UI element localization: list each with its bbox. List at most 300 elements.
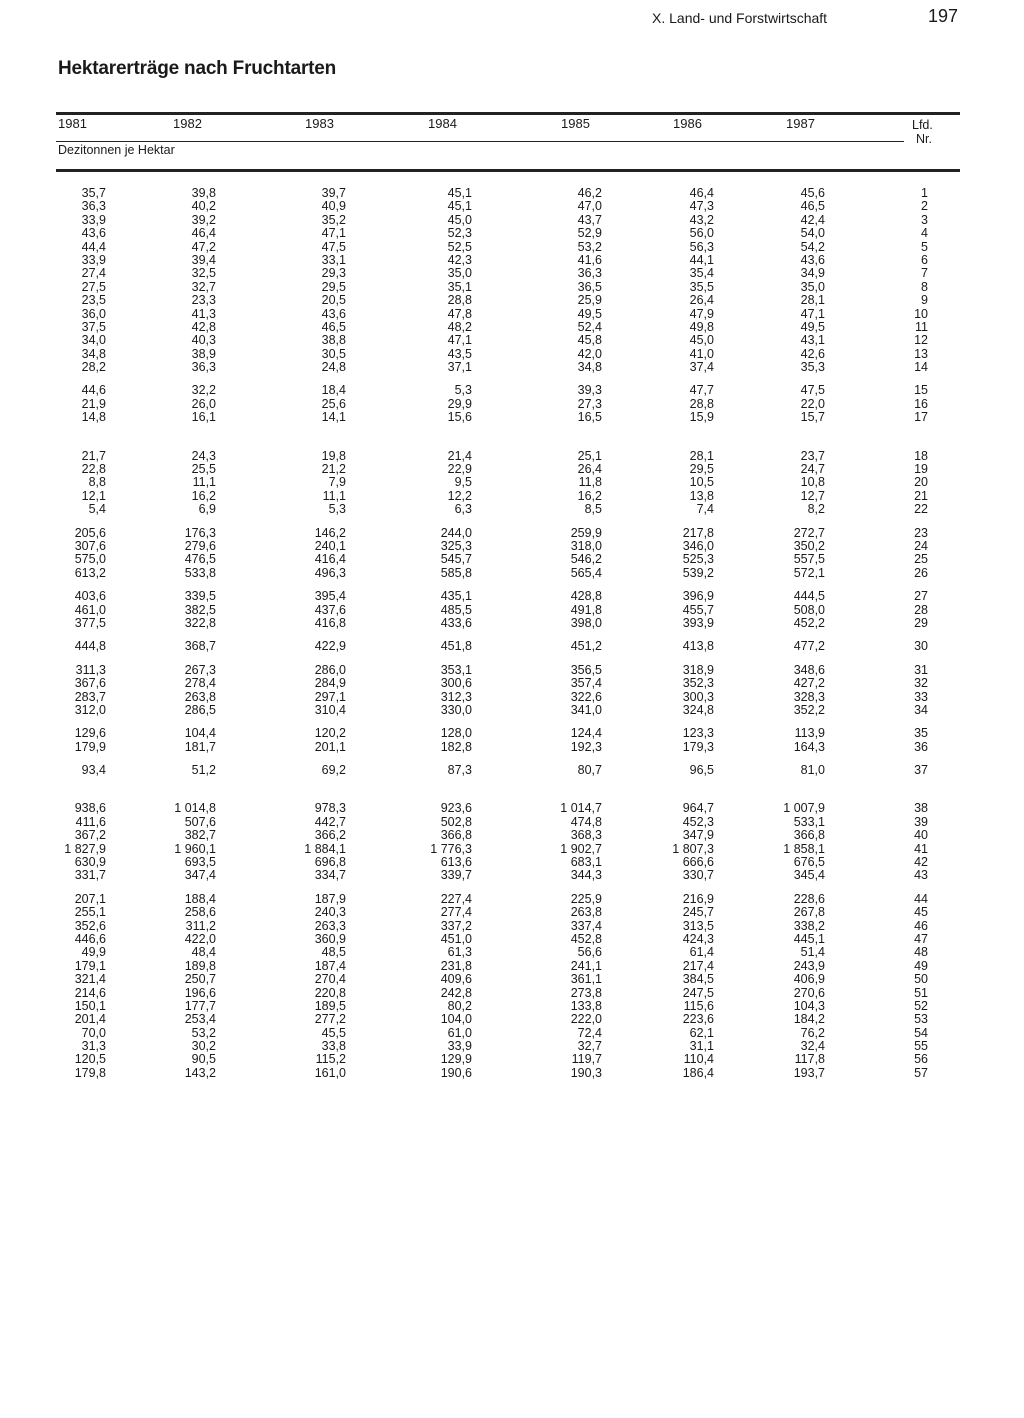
- table-cell-1987: 28,1: [800, 293, 825, 308]
- table-cell-1986: 26,4: [689, 293, 714, 308]
- year-header-1981: 1981: [58, 116, 87, 131]
- table-cell-1984: 61,3: [447, 945, 472, 960]
- row-number: 5: [921, 239, 928, 254]
- table-cell-1984: 87,3: [447, 763, 472, 778]
- row-number: 36: [914, 739, 928, 754]
- table-cell-1983: 442,7: [314, 814, 346, 829]
- table-cell-1986: 35,5: [689, 279, 714, 294]
- table-cell-1987: 54,0: [800, 226, 825, 241]
- table-cell-1981: 179,1: [74, 958, 106, 973]
- table-cell-1983: 39,7: [321, 186, 346, 200]
- table-cell-1984: 104,0: [440, 1012, 472, 1027]
- table-cell-1986: 455,7: [682, 602, 714, 617]
- table-row: [0, 906, 1024, 919]
- row-number: 29: [914, 615, 928, 630]
- table-cell-1984: 277,4: [440, 905, 472, 920]
- table-cell-1984: 433,6: [440, 615, 472, 630]
- table-cell-1987: 427,2: [793, 676, 825, 691]
- table-cell-1982: 48,4: [191, 945, 216, 960]
- table-cell-1987: 452,2: [793, 615, 825, 630]
- row-number: 19: [914, 462, 928, 477]
- table-cell-1986: 47,9: [689, 306, 714, 321]
- table-cell-1986: 245,7: [682, 905, 714, 920]
- table-row: [0, 294, 1024, 307]
- table-cell-1986: 324,8: [682, 702, 714, 717]
- table-cell-1982: 347,4: [184, 868, 216, 883]
- table-cell-1986: 539,2: [682, 565, 714, 580]
- row-number: 38: [914, 801, 928, 816]
- table-cell-1987: 328,3: [793, 689, 825, 704]
- table-cell-1985: 1 902,7: [560, 841, 602, 856]
- table-cell-1987: 345,4: [793, 868, 825, 883]
- table-cell-1986: 347,9: [682, 828, 714, 843]
- table-cell-1985: 565,4: [570, 565, 602, 580]
- table-cell-1985: 124,4: [570, 726, 602, 741]
- table-cell-1981: 34,0: [81, 333, 106, 348]
- table-cell-1983: 24,8: [321, 360, 346, 375]
- table-cell-1986: 44,1: [689, 252, 714, 267]
- row-number: 32: [914, 676, 928, 691]
- row-number: 54: [914, 1025, 928, 1040]
- table-cell-1981: 70,0: [81, 1025, 106, 1040]
- table-cell-1987: 15,7: [800, 410, 825, 425]
- table-cell-1987: 352,2: [793, 702, 825, 717]
- table-cell-1982: 36,3: [191, 360, 216, 375]
- table-cell-1981: 5,4: [88, 502, 106, 517]
- table-row: [0, 384, 1024, 397]
- table-cell-1981: 33,9: [81, 212, 106, 227]
- table-cell-1981: 22,8: [81, 462, 106, 477]
- table-cell-1982: 476,5: [184, 552, 216, 567]
- table-cell-1986: 10,5: [689, 475, 714, 490]
- table-cell-1985: 1 014,7: [560, 801, 602, 816]
- year-header-1987: 1987: [786, 116, 815, 131]
- table-cell-1984: 6,3: [454, 502, 472, 517]
- table-cell-1983: 47,1: [321, 226, 346, 241]
- table-cell-1981: 321,4: [74, 972, 106, 987]
- table-row: [0, 308, 1024, 321]
- table-cell-1987: 508,0: [793, 602, 825, 617]
- table-cell-1986: 186,4: [682, 1065, 714, 1080]
- row-number: 47: [914, 931, 928, 946]
- table-cell-1986: 217,8: [682, 525, 714, 540]
- table-cell-1986: 41,0: [689, 346, 714, 361]
- table-cell-1985: 356,5: [570, 662, 602, 677]
- table-cell-1987: 1 007,9: [783, 801, 825, 816]
- table-cell-1982: 189,8: [184, 958, 216, 973]
- row-number: 13: [914, 346, 928, 361]
- table-row: [0, 677, 1024, 690]
- table-row: [0, 640, 1024, 653]
- table-row: [0, 200, 1024, 213]
- table-cell-1983: 14,1: [321, 410, 346, 425]
- row-number: 43: [914, 868, 928, 883]
- table-row: [0, 960, 1024, 973]
- table-cell-1982: 16,1: [191, 410, 216, 425]
- table-cell-1985: 428,8: [570, 589, 602, 604]
- table-top-rule: [56, 112, 960, 115]
- table-cell-1985: 43,7: [577, 212, 602, 227]
- table-row: [0, 691, 1024, 704]
- table-cell-1983: 47,5: [321, 239, 346, 254]
- table-cell-1987: 47,5: [800, 383, 825, 398]
- table-cell-1983: 25,6: [321, 396, 346, 411]
- table-cell-1982: 51,2: [191, 763, 216, 778]
- table-cell-1981: 43,6: [81, 226, 106, 241]
- table-cell-1984: 47,1: [447, 333, 472, 348]
- table-cell-1981: 12,1: [81, 488, 106, 503]
- table-cell-1982: 40,3: [191, 333, 216, 348]
- table-cell-1982: 382,7: [184, 828, 216, 843]
- table-cell-1985: 546,2: [570, 552, 602, 567]
- table-cell-1987: 10,8: [800, 475, 825, 490]
- table-cell-1984: 12,2: [447, 488, 472, 503]
- table-row: [0, 946, 1024, 959]
- table-cell-1983: 496,3: [314, 565, 346, 580]
- table-row: [0, 893, 1024, 906]
- table-cell-1984: 545,7: [440, 552, 472, 567]
- table-cell-1982: 6,9: [198, 502, 216, 517]
- table-cell-1987: 267,8: [793, 905, 825, 920]
- table-row: [0, 463, 1024, 476]
- table-cell-1985: 322,6: [570, 689, 602, 704]
- table-row: [0, 764, 1024, 777]
- table-cell-1987: 184,2: [793, 1012, 825, 1027]
- table-cell-1983: 220,8: [314, 985, 346, 1000]
- table-cell-1987: 43,6: [800, 252, 825, 267]
- table-cell-1981: 575,0: [74, 552, 106, 567]
- table-row: [0, 348, 1024, 361]
- table-cell-1985: 53,2: [577, 239, 602, 254]
- table-cell-1981: 331,7: [74, 868, 106, 883]
- table-cell-1986: 413,8: [682, 639, 714, 654]
- table-row: [0, 1067, 1024, 1080]
- table-cell-1983: 46,5: [321, 319, 346, 334]
- row-number: 7: [921, 266, 928, 281]
- table-cell-1986: 424,3: [682, 931, 714, 946]
- table-cell-1986: 396,9: [682, 589, 714, 604]
- table-cell-1983: 437,6: [314, 602, 346, 617]
- table-cell-1983: 40,9: [321, 199, 346, 214]
- table-bottom-rule: [56, 169, 960, 172]
- table-cell-1983: 38,8: [321, 333, 346, 348]
- table-cell-1982: 177,7: [184, 998, 216, 1013]
- table-row: [0, 869, 1024, 882]
- table-cell-1986: 452,3: [682, 814, 714, 829]
- table-cell-1987: 533,1: [793, 814, 825, 829]
- table-cell-1986: 110,4: [683, 1052, 714, 1067]
- table-cell-1982: 322,8: [184, 615, 216, 630]
- table-cell-1985: 56,6: [577, 945, 602, 960]
- table-cell-1983: 69,2: [321, 763, 346, 778]
- table-cell-1987: 22,0: [800, 396, 825, 411]
- table-cell-1981: 28,2: [81, 360, 106, 375]
- table-cell-1983: 1 884,1: [304, 841, 346, 856]
- table-cell-1981: 8,8: [88, 475, 106, 490]
- table-cell-1985: 491,8: [570, 602, 602, 617]
- table-cell-1984: 45,1: [447, 186, 472, 200]
- row-number: 28: [914, 602, 928, 617]
- table-cell-1985: 474,8: [570, 814, 602, 829]
- table-cell-1987: 338,2: [793, 918, 825, 933]
- table-cell-1984: 451,8: [440, 639, 472, 654]
- row-number: 40: [914, 828, 928, 843]
- table-cell-1981: 120,5: [74, 1052, 106, 1067]
- table-cell-1983: 48,5: [321, 945, 346, 960]
- table-cell-1982: 38,9: [191, 346, 216, 361]
- table-cell-1987: 113,9: [794, 726, 825, 741]
- table-cell-1982: 258,6: [184, 905, 216, 920]
- row-number: 37: [914, 763, 928, 778]
- table-cell-1983: 189,5: [314, 998, 346, 1013]
- table-cell-1981: 377,5: [74, 615, 106, 630]
- table-cell-1983: 7,9: [328, 475, 346, 490]
- table-cell-1983: 286,0: [314, 662, 346, 677]
- table-cell-1985: 52,9: [577, 226, 602, 241]
- table-cell-1985: 452,8: [570, 931, 602, 946]
- table-cell-1986: 45,0: [689, 333, 714, 348]
- table-cell-1984: 244,0: [440, 525, 472, 540]
- table-cell-1986: 28,1: [689, 448, 714, 463]
- table-cell-1987: 54,2: [800, 239, 825, 254]
- table-cell-1984: 48,2: [447, 319, 472, 334]
- table-cell-1983: 416,4: [314, 552, 346, 567]
- table-cell-1981: 411,6: [75, 814, 106, 829]
- table-cell-1981: 21,7: [81, 448, 106, 463]
- row-number-header-line1: Lfd.: [912, 118, 933, 132]
- table-cell-1987: 406,9: [793, 972, 825, 987]
- table-row: [0, 214, 1024, 227]
- table-cell-1987: 46,5: [800, 199, 825, 214]
- row-number: 35: [914, 726, 928, 741]
- table-cell-1987: 270,6: [793, 985, 825, 1000]
- table-cell-1981: 23,5: [81, 293, 106, 308]
- table-cell-1981: 446,6: [74, 931, 106, 946]
- table-cell-1985: 16,5: [577, 410, 602, 425]
- table-cell-1983: 416,8: [314, 615, 346, 630]
- table-cell-1981: 129,6: [74, 726, 106, 741]
- table-cell-1987: 193,7: [793, 1065, 825, 1080]
- table-row: [0, 933, 1024, 946]
- table-cell-1987: 444,5: [793, 589, 825, 604]
- table-cell-1982: 47,2: [191, 239, 216, 254]
- table-cell-1982: 39,4: [191, 252, 216, 267]
- table-row: [0, 704, 1024, 717]
- table-cell-1984: 312,3: [440, 689, 472, 704]
- table-cell-1983: 284,9: [314, 676, 346, 691]
- table-cell-1981: 36,3: [81, 199, 106, 214]
- table-cell-1985: 52,4: [577, 319, 602, 334]
- table-cell-1987: 228,6: [793, 891, 825, 906]
- table-cell-1985: 34,8: [577, 360, 602, 375]
- table-cell-1981: 179,9: [74, 739, 106, 754]
- table-cell-1981: 207,1: [74, 891, 106, 906]
- row-number: 15: [914, 383, 928, 398]
- table-cell-1984: 9,5: [454, 475, 472, 490]
- row-number: 45: [914, 905, 928, 920]
- row-number: 27: [914, 589, 928, 604]
- table-cell-1981: 14,8: [81, 410, 106, 425]
- year-header-1986: 1986: [673, 116, 702, 131]
- table-row: [0, 361, 1024, 374]
- table-cell-1984: 22,9: [447, 462, 472, 477]
- table-row: [0, 1000, 1024, 1013]
- table-cell-1981: 214,6: [74, 985, 106, 1000]
- row-number: 8: [921, 279, 928, 294]
- table-cell-1985: 273,8: [570, 985, 602, 1000]
- row-number: 53: [914, 1012, 928, 1027]
- table-cell-1987: 42,4: [800, 212, 825, 227]
- table-cell-1981: 150,1: [74, 998, 106, 1013]
- table-cell-1982: 278,4: [184, 676, 216, 691]
- row-number: 12: [914, 333, 928, 348]
- table-cell-1981: 34,8: [81, 346, 106, 361]
- table-cell-1982: 41,3: [191, 306, 216, 321]
- table-cell-1985: 46,2: [577, 186, 602, 200]
- table-row: [0, 254, 1024, 267]
- table-cell-1986: 13,8: [689, 488, 714, 503]
- table-cell-1986: 313,5: [682, 918, 714, 933]
- table-cell-1987: 243,9: [793, 958, 825, 973]
- table-cell-1981: 367,6: [74, 676, 106, 691]
- table-cell-1981: 307,6: [74, 538, 106, 553]
- table-cell-1986: 35,4: [689, 266, 714, 281]
- table-cell-1982: 32,7: [191, 279, 216, 294]
- table-row: [0, 1053, 1024, 1066]
- table-cell-1987: 76,2: [800, 1025, 825, 1040]
- table-cell-1982: 533,8: [184, 565, 216, 580]
- table-cell-1984: 182,8: [440, 739, 472, 754]
- table-cell-1985: 80,7: [577, 763, 602, 778]
- table-cell-1981: 44,4: [81, 239, 106, 254]
- table-cell-1985: 41,6: [577, 252, 602, 267]
- table-cell-1985: 318,0: [570, 538, 602, 553]
- table-row: [0, 604, 1024, 617]
- table-cell-1984: 80,2: [447, 998, 472, 1013]
- table-cell-1985: 42,0: [577, 346, 602, 361]
- table-cell-1987: 572,1: [793, 565, 825, 580]
- table-cell-1983: 297,1: [314, 689, 346, 704]
- table-cell-1984: 502,8: [440, 814, 472, 829]
- row-number: 50: [914, 972, 928, 987]
- table-row: [0, 527, 1024, 540]
- table-cell-1983: 422,9: [314, 639, 346, 654]
- table-cell-1982: 90,5: [191, 1052, 216, 1067]
- row-number: 34: [914, 702, 928, 717]
- row-number: 31: [914, 662, 928, 677]
- table-cell-1984: 52,5: [447, 239, 472, 254]
- table-row: [0, 1013, 1024, 1026]
- table-cell-1984: 923,6: [440, 801, 472, 816]
- table-cell-1982: 253,4: [184, 1012, 216, 1027]
- table-cell-1986: 1 807,3: [672, 841, 714, 856]
- table-cell-1983: 5,3: [328, 502, 346, 517]
- table-cell-1985: 337,4: [570, 918, 602, 933]
- table-cell-1985: 398,0: [570, 615, 602, 630]
- table-cell-1986: 96,5: [689, 763, 714, 778]
- table-cell-1987: 366,8: [793, 828, 825, 843]
- table-cell-1985: 259,9: [570, 525, 602, 540]
- table-cell-1983: 263,3: [314, 918, 346, 933]
- table-cell-1981: 461,0: [74, 602, 106, 617]
- row-number: 2: [921, 199, 928, 214]
- table-cell-1986: 46,4: [689, 186, 714, 200]
- table-cell-1982: 104,4: [184, 726, 216, 741]
- table-cell-1983: 21,2: [321, 462, 346, 477]
- table-cell-1987: 350,2: [793, 538, 825, 553]
- table-cell-1982: 382,5: [184, 602, 216, 617]
- table-cell-1983: 360,9: [314, 931, 346, 946]
- table-cell-1987: 12,7: [800, 488, 825, 503]
- table-cell-1987: 51,4: [800, 945, 825, 960]
- table-cell-1981: 21,9: [81, 396, 106, 411]
- table-cell-1986: 393,9: [682, 615, 714, 630]
- table-cell-1985: 341,0: [570, 702, 602, 717]
- table-cell-1986: 525,3: [682, 552, 714, 567]
- row-number: 17: [914, 410, 928, 425]
- table-cell-1984: 337,2: [440, 918, 472, 933]
- table-row: [0, 856, 1024, 869]
- table-cell-1981: 312,0: [74, 702, 106, 717]
- table-cell-1986: 223,6: [682, 1012, 714, 1027]
- row-number: 1: [921, 186, 928, 200]
- row-number: 52: [914, 998, 928, 1013]
- table-cell-1982: 40,2: [191, 199, 216, 214]
- table-cell-1981: 35,7: [81, 186, 106, 200]
- table-cell-1981: 403,6: [74, 589, 106, 604]
- table-cell-1985: 263,8: [570, 905, 602, 920]
- table-cell-1981: 93,4: [81, 763, 106, 778]
- table-cell-1984: 52,3: [447, 226, 472, 241]
- table-cell-1987: 477,2: [793, 639, 825, 654]
- table-cell-1985: 241,1: [570, 958, 602, 973]
- table-cell-1981: 31,3: [81, 1039, 106, 1054]
- table-cell-1986: 56,3: [689, 239, 714, 254]
- table-row: [0, 281, 1024, 294]
- table-cell-1984: 353,1: [440, 662, 472, 677]
- table-cell-1984: 409,6: [440, 972, 472, 987]
- table-row: [0, 450, 1024, 463]
- table-cell-1985: 11,8: [578, 475, 602, 490]
- table-cell-1987: 164,3: [793, 739, 825, 754]
- table-row: [0, 1027, 1024, 1040]
- table-cell-1983: 20,5: [321, 293, 346, 308]
- table-cell-1982: 32,2: [191, 383, 216, 398]
- table-cell-1987: 272,7: [793, 525, 825, 540]
- table-cell-1985: 36,5: [577, 279, 602, 294]
- row-number: 51: [914, 985, 928, 1000]
- table-cell-1982: 693,5: [184, 855, 216, 870]
- table-cell-1982: 24,3: [191, 448, 216, 463]
- table-cell-1981: 201,4: [74, 1012, 106, 1027]
- table-cell-1982: 16,2: [191, 488, 216, 503]
- table-cell-1985: 344,3: [570, 868, 602, 883]
- table-cell-1984: 35,1: [447, 279, 472, 294]
- row-number: 42: [914, 855, 928, 870]
- table-cell-1983: 115,2: [315, 1052, 346, 1067]
- table-cell-1982: 196,6: [184, 985, 216, 1000]
- table-row: [0, 411, 1024, 424]
- table-cell-1986: 318,9: [682, 662, 714, 677]
- table-cell-1981: 938,6: [74, 801, 106, 816]
- table-cell-1986: 47,3: [689, 199, 714, 214]
- row-number: 44: [914, 891, 928, 906]
- table-cell-1987: 81,0: [800, 763, 825, 778]
- table-row: [0, 664, 1024, 677]
- table-cell-1983: 29,3: [321, 266, 346, 281]
- table-cell-1984: 47,8: [447, 306, 472, 321]
- year-header-1984: 1984: [428, 116, 457, 131]
